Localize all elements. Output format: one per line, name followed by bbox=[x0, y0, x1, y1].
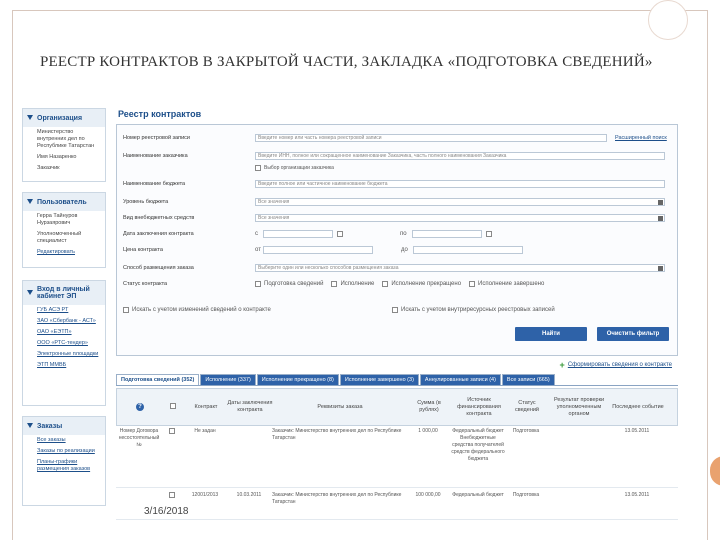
status-checkbox[interactable] bbox=[255, 281, 261, 287]
include-internal-checkbox[interactable] bbox=[392, 307, 398, 313]
collapse-arrow-icon bbox=[27, 423, 33, 429]
date-to-input[interactable] bbox=[412, 230, 482, 238]
form-row-method bbox=[123, 263, 671, 273]
sidebar-orders-block bbox=[22, 416, 106, 506]
sidebar-user-edit-link[interactable]: Редактировать bbox=[37, 249, 75, 255]
sidebar-cabinet-block bbox=[22, 280, 106, 406]
field-label: Цена контракта bbox=[123, 247, 163, 253]
status-option: Исполнение прекращено bbox=[391, 281, 462, 287]
sidebar-org-header[interactable]: Организация bbox=[23, 109, 105, 127]
sidebar-user-header[interactable]: Пользователь bbox=[23, 193, 105, 211]
sidebar-cabinet-header[interactable]: Вход в личный кабинет ЭП bbox=[23, 281, 105, 305]
status-option: Подготовка сведений bbox=[264, 281, 324, 287]
table-header bbox=[116, 388, 678, 426]
column-header[interactable]: Сумма (в рублях) bbox=[417, 400, 441, 413]
registry-number-input[interactable]: Введите номер или часть номера реестровой записи bbox=[255, 134, 607, 142]
form-row-price bbox=[123, 245, 671, 255]
table-cell: Не задан bbox=[194, 428, 216, 434]
status-checkbox[interactable] bbox=[331, 281, 337, 287]
help-icon[interactable]: ? bbox=[136, 403, 144, 411]
include-changes-checkbox[interactable] bbox=[123, 307, 129, 313]
status-option: Исполнение bbox=[340, 281, 375, 287]
field-label: Способ размещения заказа bbox=[123, 265, 194, 271]
sidebar-user-role: Уполномоченный специалист bbox=[37, 231, 82, 244]
sidebar-cabinet-item[interactable]: ГУБ АСЭ РТ bbox=[37, 307, 69, 313]
collapse-arrow-icon bbox=[27, 199, 33, 205]
form-row-customer-check bbox=[255, 163, 671, 173]
field-label: Наименование заказчика bbox=[123, 153, 188, 159]
form-row-options bbox=[123, 305, 671, 315]
calendar-icon[interactable] bbox=[337, 231, 343, 237]
option-label: Искать с учетом изменений сведений о контракте bbox=[132, 307, 271, 313]
status-tabs bbox=[116, 374, 678, 386]
create-contract-link[interactable]: Сформировать сведения о контракте bbox=[567, 362, 672, 368]
sidebar-user-name: Герра Тайнуров Нурзаярович bbox=[37, 213, 78, 226]
to-label: по bbox=[400, 231, 407, 237]
price-from-input[interactable] bbox=[263, 246, 373, 254]
tab-execution[interactable]: Исполнение (337) bbox=[200, 374, 255, 385]
sidebar-org-name: Министерство внутренних дел по Республике Татарстан bbox=[37, 129, 95, 149]
calendar-icon[interactable] bbox=[486, 231, 492, 237]
create-contract-link-wrap[interactable] bbox=[560, 360, 672, 370]
date-from-input[interactable] bbox=[263, 230, 333, 238]
price-to-input[interactable] bbox=[413, 246, 523, 254]
column-header[interactable]: Статус сведений bbox=[515, 400, 539, 413]
table-cell: Заказчик: Министерство внутренних дел по Республике Татарстан bbox=[272, 492, 402, 505]
column-header[interactable]: Источник финансирования контракта bbox=[457, 396, 501, 417]
table-cell: Подготовка bbox=[512, 428, 540, 434]
status-checkbox[interactable] bbox=[469, 281, 475, 287]
sidebar-cabinet-item[interactable]: ЗАО «Сбербанк - АСТ» bbox=[37, 318, 96, 324]
sidebar-orders-header[interactable]: Заказы bbox=[23, 417, 105, 435]
sidebar-org-role: Имя Назаренко bbox=[37, 154, 77, 160]
table-cell: 12001/2013 bbox=[191, 492, 219, 498]
from-label: с bbox=[255, 231, 258, 237]
status-checkbox[interactable] bbox=[382, 281, 388, 287]
clear-filter-button[interactable]: Очистить фильтр bbox=[597, 327, 669, 341]
sidebar-cabinet-item[interactable]: Электронные площадки bbox=[37, 351, 99, 357]
column-header[interactable]: Реквизиты заказа bbox=[317, 403, 363, 410]
screenshot bbox=[20, 106, 680, 530]
column-header[interactable]: Контракт bbox=[194, 403, 218, 410]
form-row-status bbox=[123, 279, 671, 289]
form-row-budget bbox=[123, 179, 671, 189]
sidebar-cabinet-item[interactable]: ЭТП ММВБ bbox=[37, 362, 67, 368]
status-option: Исполнение завершено bbox=[478, 281, 545, 287]
advanced-search-link[interactable]: Расширенный поиск bbox=[615, 135, 667, 141]
sidebar-orders-item[interactable]: Все заказы bbox=[37, 437, 66, 443]
tab-cancelled[interactable]: Аннулированные записи (4) bbox=[420, 374, 501, 385]
tab-completed[interactable]: Исполнение завершено (3) bbox=[340, 374, 419, 385]
from-label: от bbox=[255, 247, 261, 253]
form-row-offbudget bbox=[123, 213, 671, 223]
field-label: Уровень бюджета bbox=[123, 199, 169, 205]
table-cell: 10.03.2011 bbox=[236, 492, 262, 498]
decorative-circle bbox=[648, 0, 688, 40]
customer-input[interactable]: Введите ИНН, полное или сокращенное наименование Заказчика, часть полного наименования Заказчика bbox=[255, 152, 665, 160]
find-button[interactable]: Найти bbox=[515, 327, 587, 341]
sidebar-org-block bbox=[22, 108, 106, 182]
sidebar-user-block bbox=[22, 192, 106, 268]
column-header[interactable]: Последнее событие bbox=[612, 403, 664, 410]
form-row-budget-level bbox=[123, 197, 671, 207]
table-cell: Заказчик: Министерство внутренних дел по Республике Татарстан bbox=[272, 428, 402, 441]
column-header[interactable]: Даты заключения контракта bbox=[227, 400, 273, 413]
sidebar-cabinet-item[interactable]: ООО «РТС-тендер» bbox=[37, 340, 88, 346]
table-row[interactable] bbox=[116, 426, 678, 488]
table-cell: 13.05.2011 bbox=[624, 428, 650, 434]
table-cell: 13.05.2011 bbox=[624, 492, 650, 498]
tab-all[interactable]: Все записи (665) bbox=[502, 374, 555, 385]
plus-icon: + bbox=[559, 360, 565, 370]
table-cell: 1 000,00 bbox=[418, 428, 438, 434]
slide-title: РЕЕСТР КОНТРАКТОВ В ЗАКРЫТОЙ ЧАСТИ, ЗАКЛАДКА «ПОДГОТОВКА СВЕДЕНИЙ» bbox=[40, 54, 653, 70]
sidebar-cabinet-item[interactable]: ОАО «ЕЭТП» bbox=[37, 329, 72, 335]
field-label: Наименование бюджета bbox=[123, 181, 186, 187]
field-label: Дата заключения контракта bbox=[123, 231, 194, 237]
table-cell: Федеральный бюджет Внебюджетные средства получателей средств федерального бюджета bbox=[451, 428, 505, 462]
field-label: Статус контракта bbox=[123, 281, 168, 287]
to-label: до bbox=[401, 247, 408, 253]
table-cell: Федеральный бюджет bbox=[452, 492, 504, 498]
collapse-arrow-icon bbox=[27, 290, 33, 296]
table-row[interactable] bbox=[116, 490, 678, 520]
form-row-registry bbox=[123, 133, 671, 143]
option-label: Искать с учетом внутриресурсных реестровых записей bbox=[401, 307, 555, 313]
table-cell: Номер Договора несостоятельный № bbox=[118, 428, 160, 448]
main-panel bbox=[116, 106, 678, 530]
table-cell: Подготовка bbox=[512, 492, 540, 498]
sidebar-org-type: Заказчик bbox=[37, 165, 60, 171]
tab-terminated[interactable]: Исполнение прекращено (8) bbox=[257, 374, 339, 385]
budget-name-input[interactable]: Введите полное или частичное наименование бюджета bbox=[255, 180, 665, 188]
form-row-contract-date bbox=[123, 229, 671, 239]
row-checkbox[interactable] bbox=[169, 492, 175, 498]
sidebar-orders-item[interactable]: Заказы по реализации bbox=[37, 448, 95, 454]
decorative-half-circle bbox=[710, 456, 720, 486]
row-checkbox[interactable] bbox=[169, 428, 175, 434]
select-customer-checkbox[interactable] bbox=[255, 165, 261, 171]
field-label: Номер реестровой записи bbox=[123, 135, 190, 141]
slide-date: 3/16/2018 bbox=[144, 506, 189, 517]
checkbox-label: Выбор организации заказчика bbox=[264, 165, 334, 171]
placement-method-select[interactable]: Выберите один или несколько способов размещения заказа bbox=[255, 264, 665, 272]
sidebar bbox=[22, 108, 106, 528]
tab-preparation[interactable]: Подготовка сведений (352) bbox=[116, 374, 199, 385]
budget-level-select[interactable]: Все значения bbox=[255, 198, 665, 206]
page-title: Реестр контрактов bbox=[118, 109, 202, 119]
offbudget-select[interactable]: Все значения bbox=[255, 214, 665, 222]
field-label: Вид внебюджетных средств bbox=[123, 215, 195, 221]
form-row-customer bbox=[123, 151, 671, 161]
select-all-checkbox[interactable] bbox=[170, 403, 176, 409]
sidebar-orders-item[interactable]: Планы-графики размещения заказов bbox=[37, 459, 91, 472]
collapse-arrow-icon bbox=[27, 115, 33, 121]
column-header[interactable]: Результат проверки уполномоченным органом bbox=[553, 396, 605, 417]
search-form bbox=[116, 124, 678, 356]
table-cell: 100 000,00 bbox=[415, 492, 441, 498]
